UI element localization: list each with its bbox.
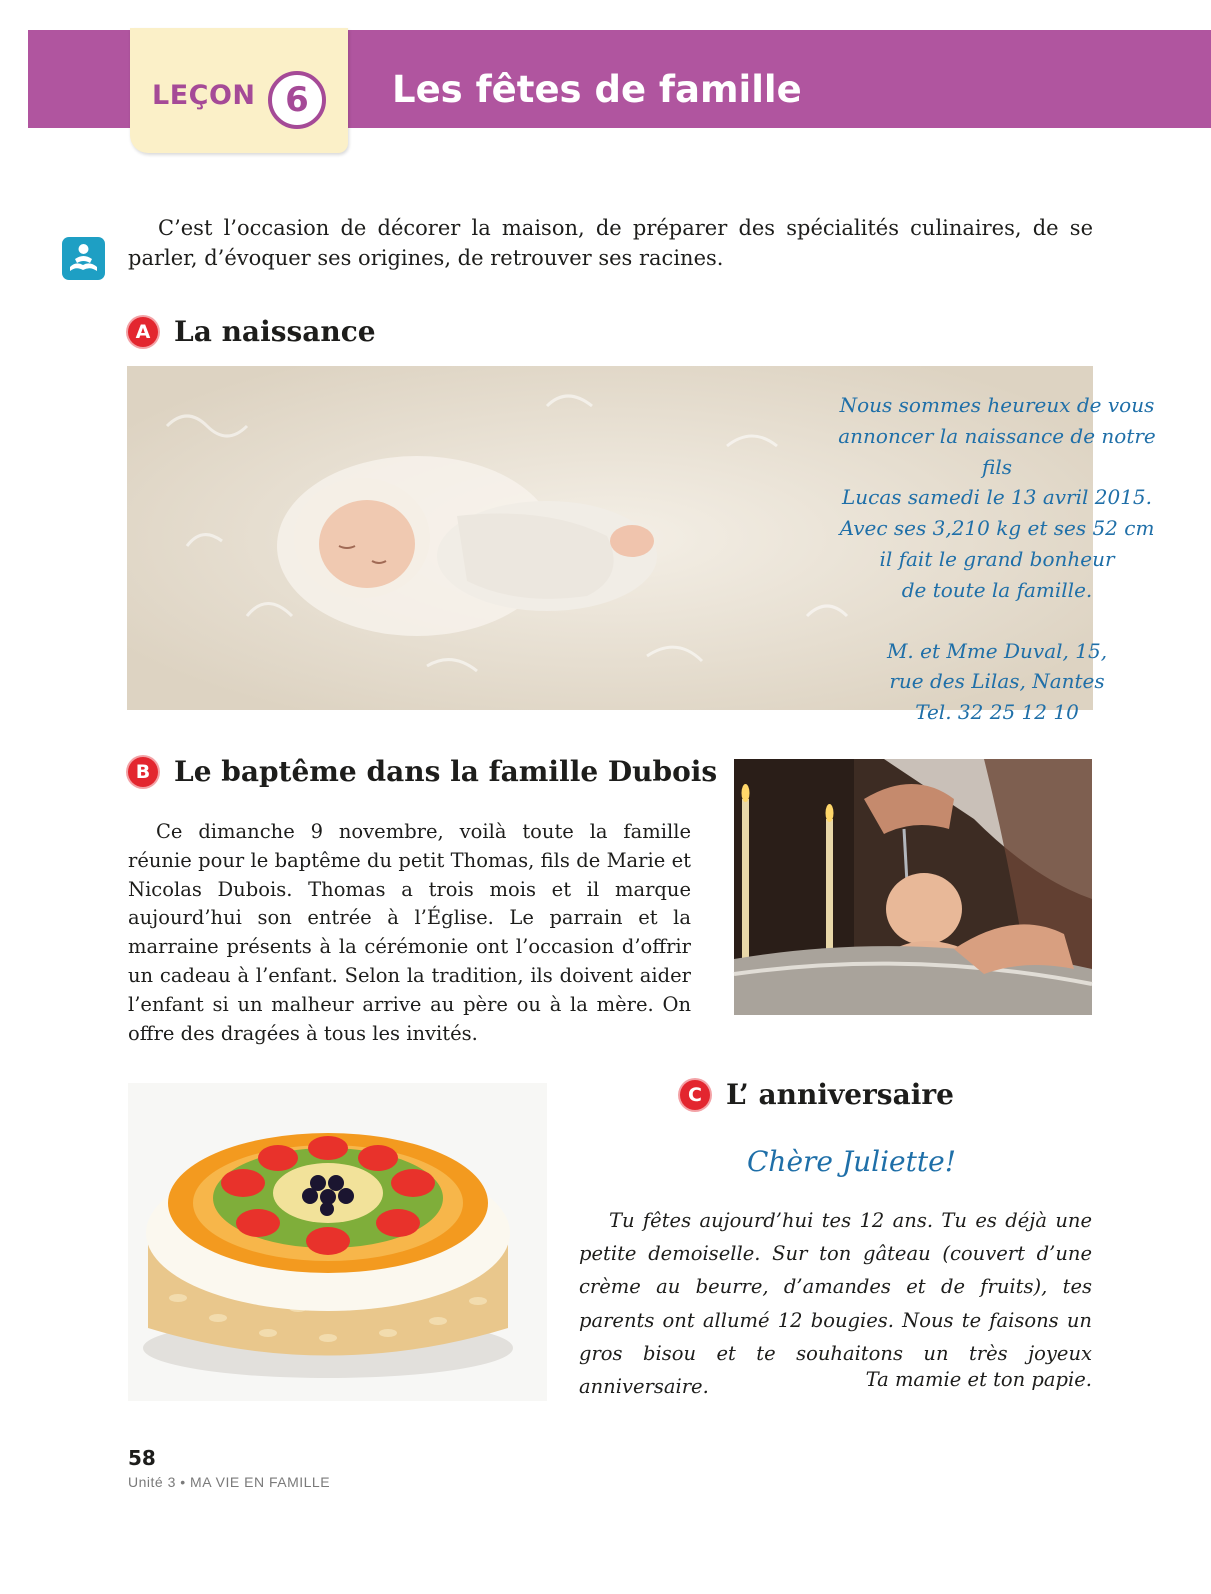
section-title: Le baptême dans la famille Dubois [174,755,718,788]
section-title: L’ anniversaire [726,1078,954,1111]
section-b-heading [128,755,717,788]
section-letter-badge: B [128,757,158,787]
section-letter-badge: A [128,317,158,347]
baptism-photo [734,759,1092,1015]
unit-footer: Unité 3 • MA VIE EN FAMILLE [128,1474,331,1490]
letter-signature: Ta mamie et ton papie. [865,1368,1092,1391]
lesson-word: LEÇON [152,80,256,111]
reading-book-icon [62,237,105,280]
baptism-illustration [734,759,1092,1015]
announcement-line: de toute la famille. [901,577,1093,602]
page-number: 58 [128,1446,156,1470]
lesson-number: 6 [268,71,326,129]
announcement-line: Nous sommes heureux de vous [839,393,1155,417]
newborn-photo [127,366,1156,725]
baptism-paragraph: Ce dimanche 9 novembre, voilà toute la famille réunie pour le baptême du petit Thomas, fils de Marie et Nicolas Dubois. Thomas a trois mois et il marque aujourd’hui son entrée à l’Église. Le parrain et la marraine présents à la cérémonie ont l’occasion d’offrir un cadeau à l’enfant. Selon la tradition, ils doivent aider l’enfant si un malheur arrive au père ou à la mère. On offre des dragées à tous les invités. [128,820,691,1045]
section-title: La naissance [174,315,376,348]
intro-paragraph: C’est l’occasion de décorer la maison, de préparer des spécialités culinaires, de se parler, d’évoquer ses origines, de retrouver ses racines. [128,216,1093,270]
section-letter-badge: C [680,1080,710,1110]
cake-illustration [128,1083,547,1401]
lesson-tab [130,28,348,153]
birthday-letter-body: Tu fêtes aujourd’hui tes 12 ans. Tu es déjà une petite demoiselle. Sur ton gâteau (couvert d’une crème au beurre, d’amandes et de fruits), tes parents ont allumé 12 bougies. Nous te faisons un gros bisou et te souhaitons un très joyeux anniversaire. [579,1209,1092,1399]
letter-greeting: Chère Juliette! [747,1145,956,1178]
announcement-address-line: M. et Mme Duval, 15, [886,638,1108,663]
birth-announcement [827,390,1167,728]
announcement-line: il fait le grand bonheur [879,546,1115,571]
section-a-heading [128,315,376,348]
section-c-heading [680,1078,954,1111]
page-title: Les fêtes de famille [392,68,802,111]
announcement-line: annoncer la naissance de notre fils [838,423,1156,479]
announcement-address-line: Tel. 32 25 12 10 [915,700,1079,725]
birthday-cake-photo [128,1083,547,1401]
announcement-line: Avec ses 3,210 kg et ses 52 cm [839,516,1155,541]
announcement-address-line: rue des Lilas, Nantes [889,669,1105,694]
announcement-line: Lucas samedi le 13 avril 2015. [841,485,1153,510]
